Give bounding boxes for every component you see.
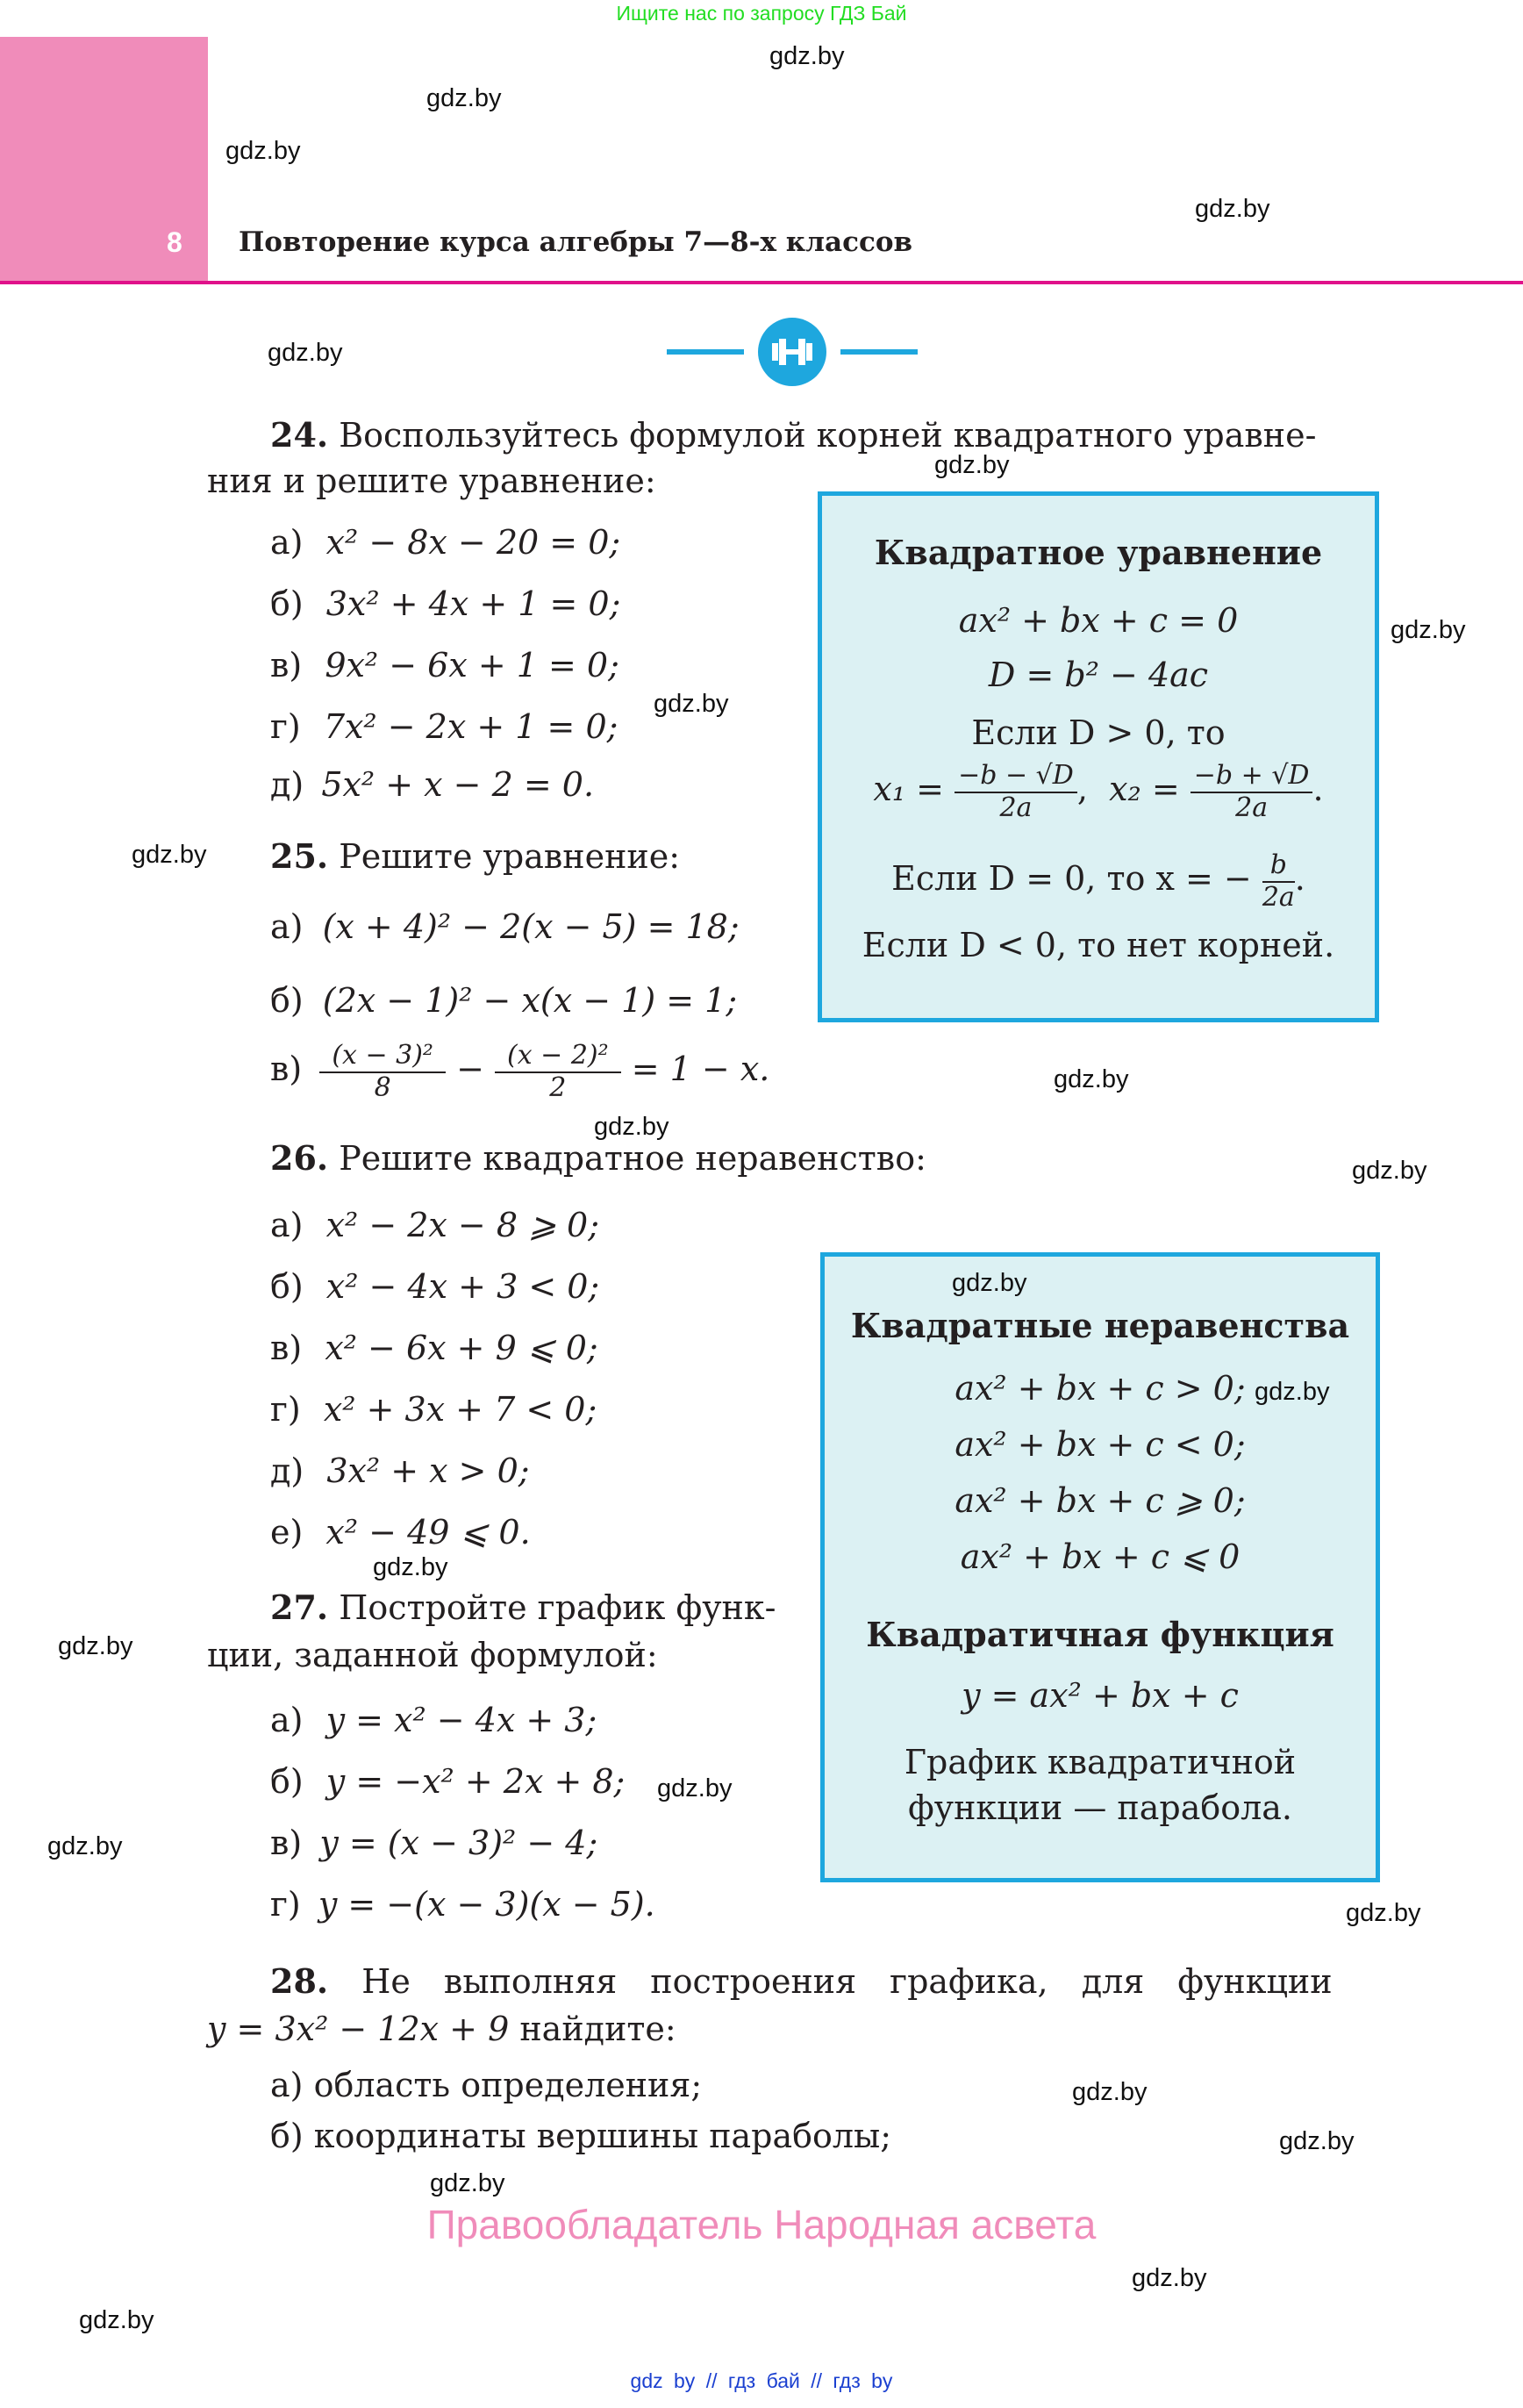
watermark: gdz.by — [373, 1553, 448, 1581]
watermark: gdz.by — [1279, 2127, 1355, 2155]
exercise-number: 28. — [270, 1961, 329, 2001]
exercise-25-item — [270, 904, 740, 950]
item-expr: y = −x² + 2x + 8; — [325, 1762, 626, 1801]
single-root-fraction — [1262, 850, 1295, 913]
item-label: б) — [270, 584, 304, 623]
info-box-quadratic-equation — [818, 491, 1379, 1022]
fraction-denominator: 8 — [374, 1071, 391, 1103]
item-label: а) — [270, 2066, 304, 2104]
exercise-24-heading — [270, 412, 1316, 458]
exercise-26-item — [270, 1202, 599, 1248]
item-expr: 5x² + x − 2 = 0. — [321, 765, 595, 804]
case-zero: Если D = 0, то x = − $\frac{b}{2a}$ . — [891, 849, 1305, 913]
exercise-24-item — [270, 704, 618, 749]
exercise-text: Постройте график функ- — [339, 1588, 776, 1627]
exercise-26-item — [270, 1325, 598, 1371]
watermark: gdz.by — [1346, 1899, 1421, 1927]
item-label: в) — [270, 1329, 303, 1367]
exercise-24-item — [270, 581, 620, 627]
discriminant-formula: D = b² − 4ac — [988, 656, 1209, 694]
exercise-26-item — [270, 1509, 531, 1555]
watermark: gdz.by — [225, 137, 301, 165]
x1-denominator: 2a — [999, 792, 1033, 823]
watermark: gdz.by — [594, 1113, 669, 1141]
fraction-numerator: (x − 2)² — [495, 1041, 621, 1073]
item-expr: x² − 6x + 9 ⩽ 0; — [325, 1329, 598, 1367]
item-expr: x² − 8x − 20 = 0; — [325, 523, 621, 562]
exercise-text: Воспользуйтесь формулой корней квадратного уравне- — [339, 416, 1317, 455]
exercise-25-item — [270, 978, 737, 1023]
exercise-text: Не выполняя построения графика, для функции — [361, 1962, 1333, 2001]
item-label: г) — [270, 1390, 301, 1429]
x2-fraction — [1191, 761, 1313, 823]
fraction-denominator: 2 — [549, 1071, 567, 1103]
item-expr: (2x − 1)² − x(x − 1) = 1; — [322, 981, 738, 1020]
item-expr: 3x² + x > 0; — [326, 1451, 530, 1490]
footer-links: gdz by // гдз бай // гдз by — [630, 2369, 893, 2392]
general-form: ax² + bx + c = 0 — [958, 601, 1239, 640]
item-text: координаты вершины параболы; — [313, 2117, 892, 2155]
divider-line-left — [667, 349, 744, 355]
exercise-text: Решите квадратное неравенство: — [339, 1139, 926, 1178]
watermark: gdz.by — [79, 2306, 154, 2334]
watermark: gdz.by — [1132, 2264, 1207, 2292]
exercise-26-item — [270, 1387, 597, 1432]
minus-sign: − — [456, 1050, 484, 1088]
x1-label: x₁ = — [873, 770, 945, 808]
watermark: gdz.by — [654, 690, 729, 718]
exercise-27-text-cont: ции, заданной формулой: — [207, 1636, 658, 1674]
header-rule — [0, 281, 1523, 284]
watermark: gdz.by — [1352, 1157, 1427, 1185]
exercise-25-heading — [270, 834, 680, 879]
item-text: область определения; — [313, 2066, 703, 2104]
fraction-numerator: (x − 3)² — [319, 1041, 446, 1073]
exercise-26-heading — [270, 1136, 926, 1181]
exercise-26-item — [270, 1264, 599, 1309]
item-label: а) — [270, 907, 304, 946]
roots-formula: x₁ = $\frac{-b - √D}{2a}$ , x₂ = $\frac{-b + √D}{2a}$ . — [873, 760, 1324, 823]
single-root-denominator: 2a — [1262, 881, 1295, 913]
item-expr: 7x² − 2x + 1 = 0; — [323, 707, 618, 746]
exercise-27-item — [270, 1697, 597, 1743]
item-label: б) — [270, 2117, 304, 2155]
watermark: gdz.by — [1195, 195, 1270, 223]
item-label: б) — [270, 1762, 304, 1801]
case-positive: Если D > 0, то — [971, 713, 1226, 752]
exercise-27-item — [270, 1820, 597, 1866]
item-expr: x² − 4x + 3 < 0; — [325, 1267, 600, 1306]
exercise-24-item — [270, 520, 620, 565]
fraction-2 — [495, 1041, 621, 1103]
item-label: а) — [270, 523, 304, 562]
watermark: gdz.by — [952, 1269, 1027, 1297]
item-expr: (x + 4)² − 2(x − 5) = 18; — [322, 907, 740, 946]
exercise-24-item — [270, 762, 594, 807]
item-label: в) — [270, 1824, 303, 1862]
fraction-1 — [319, 1041, 446, 1103]
item-expr: y = x² − 4x + 3; — [325, 1701, 597, 1739]
watermark: gdz.by — [1054, 1065, 1129, 1093]
exercise-number: 24. — [270, 415, 329, 455]
function-form: y = ax² + bx + c — [962, 1676, 1239, 1715]
watermark: gdz.by — [1255, 1378, 1330, 1406]
top-banner: Ищите нас по запросу ГДЗ Бай — [616, 2, 907, 25]
exercise-27-item — [270, 1881, 655, 1927]
box-title: Квадратное уравнение — [874, 533, 1323, 572]
exercise-28-heading — [270, 1959, 1333, 2004]
item-label: д) — [270, 765, 304, 804]
exercise-number: 26. — [270, 1138, 329, 1178]
exercise-28-item — [270, 2113, 891, 2159]
item-label: е) — [270, 1513, 304, 1552]
watermark: gdz.by — [430, 2169, 505, 2197]
item-expr: x² − 2x − 8 ⩾ 0; — [325, 1206, 599, 1244]
watermark: gdz.by — [268, 339, 343, 367]
running-title: Повторение курса алгебры 7—8-х классов — [239, 226, 913, 258]
copyright-notice: Правообладатель Народная асвета — [426, 2202, 1097, 2247]
graph-note-line2: функции — парабола. — [907, 1788, 1293, 1827]
info-box-quadratic-inequalities — [820, 1252, 1380, 1882]
graph-note-line1: График квадратичной — [904, 1743, 1297, 1781]
divider-line-right — [840, 349, 918, 355]
watermark: gdz.by — [58, 1632, 133, 1660]
watermark: gdz.by — [769, 42, 845, 70]
inequality-form: ax² + bx + c < 0; — [955, 1425, 1246, 1464]
watermark: gdz.by — [426, 84, 502, 112]
x2-denominator: 2a — [1235, 792, 1269, 823]
item-label: г) — [270, 707, 301, 746]
exercise-text: Решите уравнение: — [339, 837, 681, 876]
item-expr: x² + 3x + 7 < 0; — [323, 1390, 597, 1429]
equation-rest: = 1 − x. — [631, 1050, 770, 1088]
inequality-form: ax² + bx + c ⩾ 0; — [955, 1481, 1246, 1520]
item-label: б) — [270, 981, 304, 1020]
function-expr: y = 3x² − 12x + 9 — [207, 2010, 510, 2048]
single-root-numerator: b — [1262, 850, 1295, 883]
watermark: gdz.by — [1391, 616, 1466, 644]
function-title: Квадратичная функция — [866, 1615, 1334, 1654]
watermark: gdz.by — [1072, 2078, 1148, 2106]
exercise-26-item — [270, 1448, 530, 1494]
item-label: а) — [270, 1701, 304, 1739]
watermark: gdz.by — [657, 1774, 733, 1802]
watermark: gdz.by — [47, 1832, 123, 1860]
exercise-27-item — [270, 1759, 625, 1804]
exercise-text: найдите: — [519, 2010, 676, 2048]
exercise-24-item — [270, 642, 619, 688]
x1-numerator: −b − √D — [955, 761, 1077, 793]
page-number: 8 — [167, 226, 182, 258]
exercise-28-item — [270, 2062, 702, 2108]
x2-label: x₂ = — [1109, 770, 1180, 808]
item-expr: y = (x − 3)² − 4; — [319, 1824, 598, 1862]
exercise-28-text-cont — [207, 2006, 676, 2052]
item-expr: 3x² + 4x + 1 = 0; — [325, 584, 621, 623]
item-label: д) — [270, 1451, 304, 1490]
item-label: г) — [270, 1885, 301, 1924]
case-zero-text: Если D = 0, то x = − — [891, 859, 1252, 898]
item-label: в) — [270, 646, 303, 684]
x1-fraction — [955, 761, 1077, 823]
item-expr: 9x² − 6x + 1 = 0; — [325, 646, 619, 684]
x2-numerator: −b + √D — [1191, 761, 1313, 793]
inequality-form: ax² + bx + c > 0; — [955, 1369, 1246, 1408]
item-label: а) — [270, 1206, 304, 1244]
exercise-25-item — [270, 1041, 769, 1103]
item-label: б) — [270, 1267, 304, 1306]
case-negative: Если D < 0, то нет корней. — [862, 926, 1335, 964]
inequality-form: ax² + bx + c ⩽ 0 — [960, 1537, 1241, 1576]
exercise-number: 27. — [270, 1587, 329, 1627]
item-expr: x² − 49 ⩽ 0. — [325, 1513, 531, 1552]
exercise-27-heading — [270, 1585, 776, 1630]
dumbbell-icon — [758, 318, 826, 386]
box-title: Квадратные неравенства — [850, 1306, 1350, 1345]
watermark: gdz.by — [934, 451, 1010, 479]
item-expr: y = −(x − 3)(x − 5). — [318, 1885, 655, 1924]
item-label: в) — [270, 1050, 303, 1088]
exercise-24-text-cont: ния и решите уравнение: — [207, 462, 656, 500]
exercise-number: 25. — [270, 836, 329, 876]
watermark: gdz.by — [132, 841, 207, 869]
